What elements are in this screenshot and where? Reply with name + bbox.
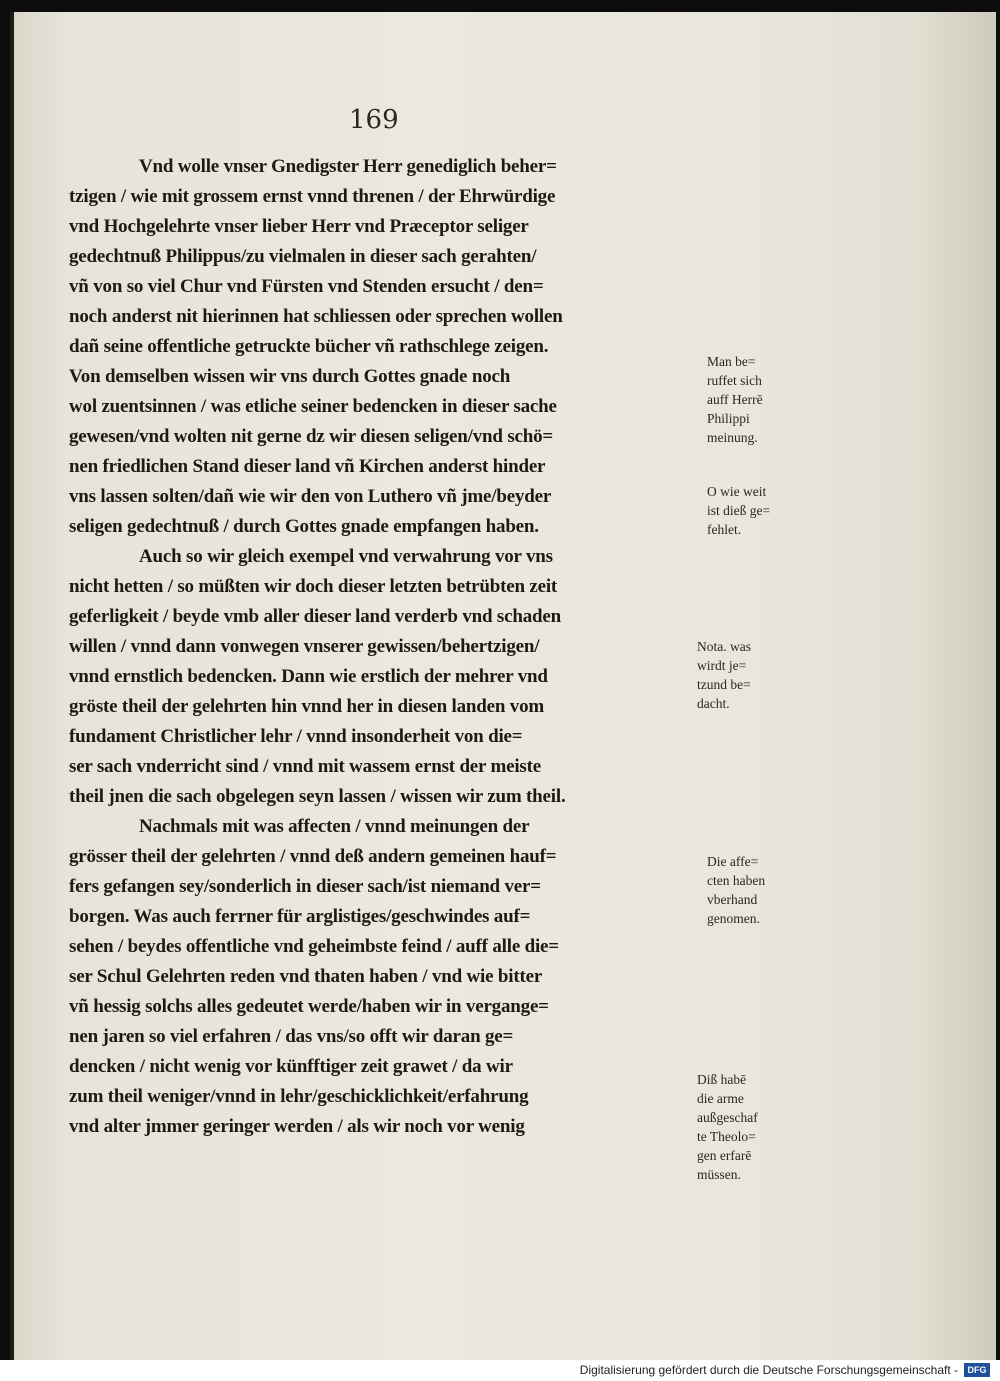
- text-line: seligen gedechtnuß / durch Gottes gnade empfangen haben.: [69, 516, 539, 537]
- margin-note-line: auff Herrē: [707, 392, 763, 407]
- margin-note-line: te Theolo=: [697, 1129, 756, 1144]
- text-line: tzigen / wie mit grossem ernst vnnd threnen / der Ehrwürdige: [69, 186, 556, 207]
- margin-note-line: außgeschaf: [697, 1110, 758, 1125]
- margin-note-line: dacht.: [697, 696, 730, 711]
- body-text: [69, 152, 709, 1142]
- text-line: nen jaren so viel erfahren / das vns/so offt wir daran ge=: [69, 1026, 514, 1047]
- text-line: vns lassen solten/dañ wie wir den von Luthero vñ jme/beyder: [69, 486, 552, 507]
- text-line: Von demselben wissen wir vns durch Gottes gnade noch: [69, 366, 511, 387]
- text-line: wol zuentsinnen / was etliche seiner bedencken in dieser sache: [69, 396, 557, 417]
- text-line: vnd Hochgelehrte vnser lieber Herr vnd Præceptor seliger: [69, 216, 529, 237]
- text-line: gedechtnuß Philippus/zu vielmalen in dieser sach gerahten/: [69, 246, 537, 267]
- text-line: noch anderst nit hierinnen hat schliessen oder sprechen wollen: [69, 306, 563, 327]
- text-line: sehen / beydes offentliche vnd geheimbste feind / auff alle die=: [69, 936, 559, 957]
- text-line: gewesen/vnd wolten nit gerne dz wir diesen seligen/vnd schö=: [69, 426, 554, 447]
- margin-note-line: vberhand: [707, 892, 758, 907]
- text-line: theil jnen die sach obgelegen seyn lassen / wissen wir zum theil.: [69, 786, 566, 807]
- text-line: gröste theil der gelehrten hin vnnd her in diesen landen vom: [69, 696, 544, 717]
- margin-note-line: die arme: [697, 1091, 744, 1106]
- text-line: ser Schul Gelehrten reden vnd thaten haben / vnd wie bitter: [69, 966, 543, 987]
- text-line: dencken / nicht wenig vor künfftiger zeit grawet / da wir: [69, 1056, 513, 1077]
- margin-note-5: [697, 1070, 797, 1184]
- text-line: fundament Christlicher lehr / vnnd insonderheit von die=: [69, 726, 523, 747]
- text-line: fers gefangen sey/sonderlich in dieser sach/ist niemand ver=: [69, 876, 541, 897]
- text-line: borgen. Was auch ferrner für arglistiges/geschwindes auf=: [69, 906, 531, 927]
- text-line: willen / vnnd dann vonwegen vnserer gewissen/behertzigen/: [69, 636, 540, 657]
- funding-credit: Digitalisierung gefördert durch die Deutsche Forschungsgemeinschaft -: [579, 1363, 958, 1377]
- text-line: dañ seine offentliche getruckte bücher vñ rathschlege zeigen.: [69, 336, 549, 357]
- text-line: Nachmals mit was affecten / vnnd meinungen der: [139, 816, 530, 837]
- footer-bar: [0, 1360, 1000, 1381]
- margin-note-line: gen erfarē: [697, 1148, 752, 1163]
- text-line: zum theil weniger/vnnd in lehr/geschicklichkeit/erfahrung: [69, 1086, 529, 1107]
- text-line: grösser theil der gelehrten / vnnd deß andern gemeinen hauf=: [69, 846, 557, 867]
- text-line: vñ von so viel Chur vnd Fürsten vnd Stenden ersucht / den=: [69, 276, 544, 297]
- margin-note-line: O wie weit: [707, 484, 767, 499]
- margin-note-line: tzund be=: [697, 677, 751, 692]
- text-line: ser sach vnderricht sind / vnnd mit wassem ernst der meiste: [69, 756, 541, 777]
- margin-note-line: Nota. was: [697, 639, 751, 654]
- margin-note-2: [707, 482, 807, 539]
- text-line: nen friedlichen Stand dieser land vñ Kirchen anderst hinder: [69, 456, 546, 477]
- text-line: vnnd ernstlich bedencken. Dann wie erstlich der mehrer vnd: [69, 666, 548, 687]
- margin-note-line: fehlet.: [707, 522, 742, 537]
- text-line: geferligkeit / beyde vmb aller dieser land verderb vnd schaden: [69, 606, 561, 627]
- margin-note-line: ruffet sich: [707, 373, 762, 388]
- margin-note-line: cten haben: [707, 873, 766, 888]
- text-line: vnd alter jmmer geringer werden / als wir noch vor wenig: [69, 1116, 525, 1137]
- margin-note-line: ist dieß ge=: [707, 503, 771, 518]
- margin-note-line: Die affe=: [707, 854, 759, 869]
- margin-note-1: [707, 352, 807, 447]
- margin-note-line: Man be=: [707, 354, 756, 369]
- text-line: Vnd wolle vnser Gnedigster Herr genediglich beher=: [139, 156, 557, 177]
- dfg-logo: DFG: [964, 1363, 990, 1377]
- page-number: 169: [349, 105, 399, 135]
- text-line: nicht hetten / so müßten wir doch dieser letzten betrübten zeit: [69, 576, 558, 597]
- margin-note-line: wirdt je=: [697, 658, 747, 673]
- margin-note-line: Philippi: [707, 411, 750, 426]
- book-page: [10, 12, 996, 1360]
- margin-note-line: meinung.: [707, 430, 758, 445]
- margin-note-3: [697, 637, 797, 713]
- text-line: Auch so wir gleich exempel vnd verwahrung vor vns: [139, 546, 553, 567]
- margin-note-line: müssen.: [697, 1167, 741, 1182]
- margin-note-line: Diß habē: [697, 1072, 747, 1087]
- margin-note-4: [707, 852, 807, 928]
- text-line: vñ hessig solchs alles gedeutet werde/haben wir in vergange=: [69, 996, 549, 1017]
- margin-note-line: genomen.: [707, 911, 760, 926]
